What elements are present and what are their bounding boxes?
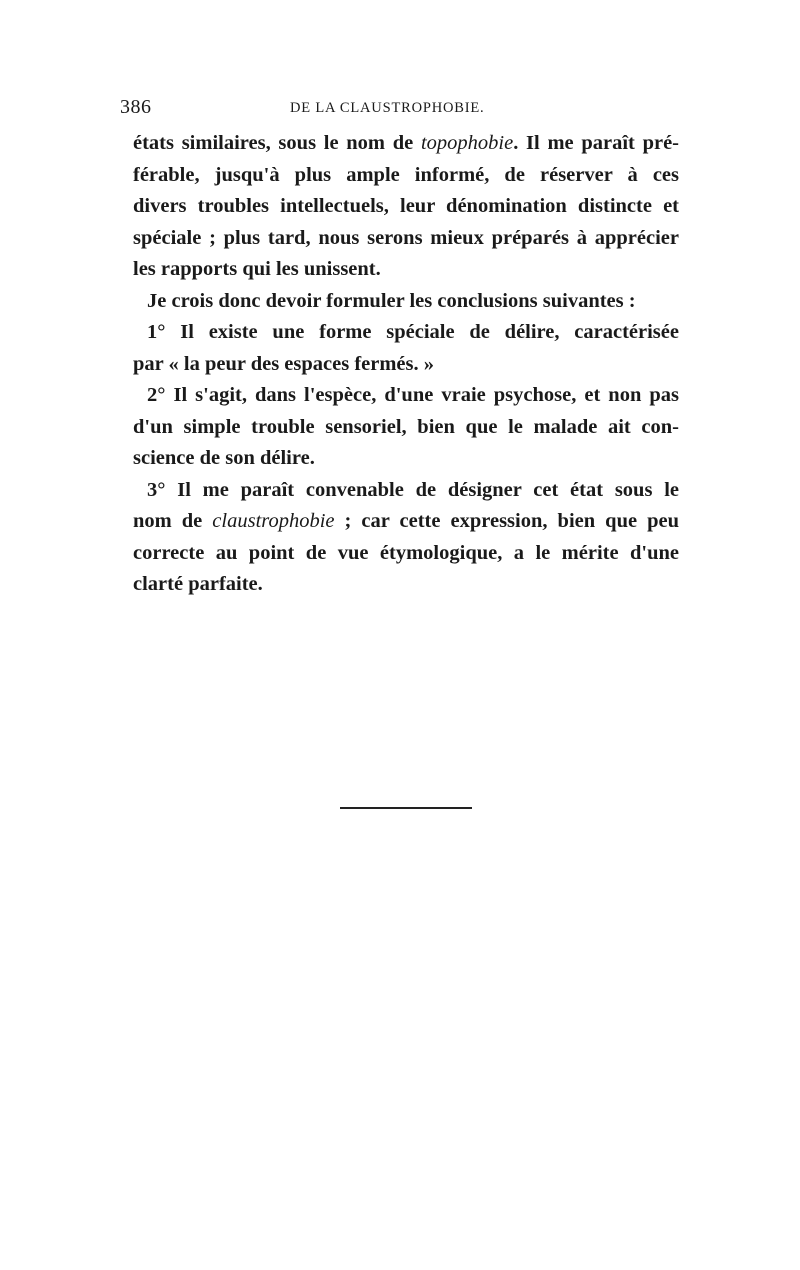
page-header [120,96,680,120]
text-line: férable, jusqu'à plus ample informé, de réserver à ces [133,163,679,186]
text-line: par « la peur des espaces fermés. » [133,352,435,375]
section-end-rule [340,807,472,809]
text-line: clarté parfaite. [133,573,263,595]
text-line: nom de claustrophobie ; car cette expression, bien que peu [133,510,679,532]
text-line: 3° Il me paraît convenable de désigner cet état sous le [147,478,679,501]
text-line: d'un simple trouble sensoriel, bien que le malade ait con- [133,415,679,438]
body-text [133,128,679,601]
page-number: 386 [120,96,152,118]
text-line: 2° Il s'agit, dans l'espèce, d'une vraie psychose, et non pas [147,384,679,406]
text-line: correcte au point de vue étymologique, a le mérite d'une [133,541,679,564]
text-line: spéciale ; plus tard, nous serons mieux préparés à apprécier [133,226,679,249]
text-line: états similaires, sous le nom de topophobie. Il me paraît pré- [133,132,679,154]
text-line: les rapports qui les unissent. [133,258,381,280]
italic-term: claustrophobie [212,510,335,532]
text-line: 1° Il existe une forme spéciale de délire, caractérisée [147,321,679,343]
text-line: divers troubles intellectuels, leur dénomination distincte et [133,195,679,217]
text-line: Je crois donc devoir formuler les conclusions suivantes : [147,289,636,312]
italic-term: topophobie [420,132,514,154]
running-title: DE LA CLAUSTROPHOBIE. [290,100,485,116]
text-line: science de son délire. [133,447,315,469]
